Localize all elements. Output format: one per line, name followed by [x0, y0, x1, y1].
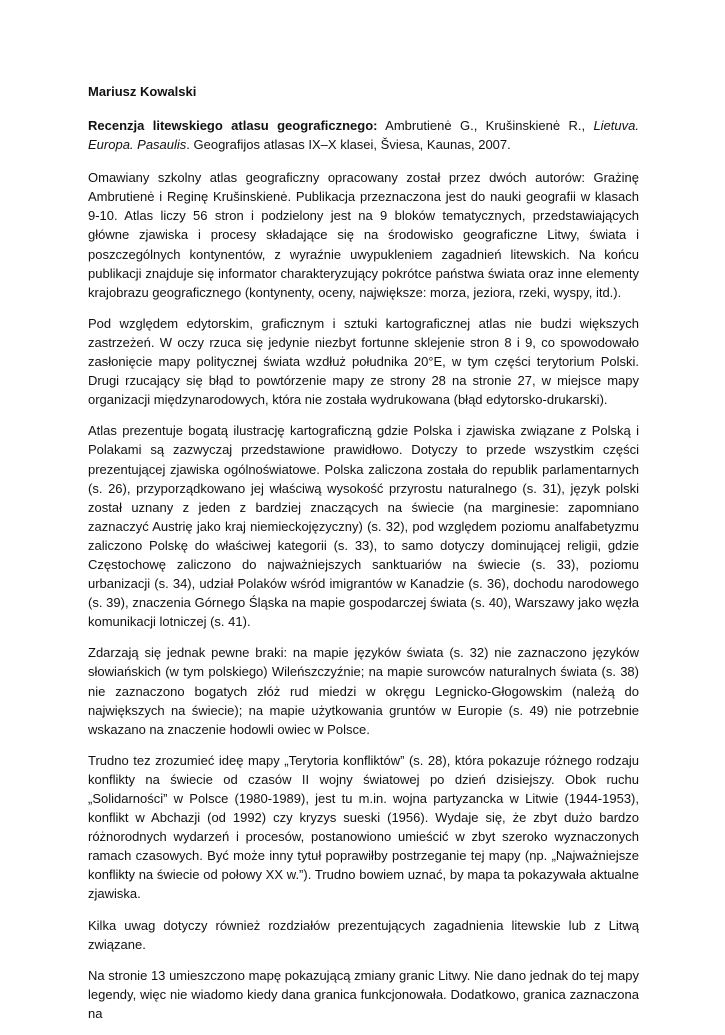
review-heading — [88, 116, 639, 154]
paragraph-6: Kilka uwag dotyczy również rozdziałów prezentujących zagadnienia litewskie lub z Litwą związane. — [88, 917, 639, 952]
author-name: Mariusz Kowalski — [88, 84, 197, 99]
paragraph-1: Omawiany szkolny atlas geograficzny opracowany został przez dwóch autorów: Grażinę Ambrutienė i Reginę Krušinskienė. Publikacja przeznaczona jest do nauki geografii w klasach 9-10. Atlas liczy 56 stron i podzielony jest na 9 bloków tematycznych, przedstawiających główne zjawiska i procesy składające się na środowisko geograficzne Litwy, świata i poszczególnych kontynentów, z wyraźnie uwypukleniem zagadnień litewskich. Na końcu publikacji znajduje się informator charakteryzujący pokrótce państwa świata oraz inne elementy krajobrazu geograficznego (kontynenty, oceny, największe: morza, jeziora, rzeki, wyspy, itd.). — [88, 170, 639, 300]
book-authors: Ambrutienė G., Krušinskienė R., — [377, 118, 594, 133]
paragraph-7: Na stronie 13 umieszczono mapę pokazującą zmiany granic Litwy. Nie dano jednak do tej mapy legendy, więc nie wiadomo kiedy dana granica funkcjonowała. Dodatkowo, granica zaznaczona na — [88, 967, 639, 1021]
paragraph-4: Zdarzają się jednak pewne braki: na mapie języków świata (s. 32) nie zaznaczono języków słowiańskich (w tym polskiego) Wileńszczyźnie; na mapie surowców naturalnych świata (s. 38) nie zaznaczono bogatych złóż rud miedzi w okręgu Legnicko-Głogowskim (należą do największych na świecie); na mapie użytkowania gruntów w Europie (s. 49) nie potrzebnie wskazano na znaczenie hodowli owiec w Polsce. — [88, 645, 639, 737]
book-details: . Geografijos atlasas IX–X klasei, Šviesa, Kaunas, 2007. — [186, 137, 511, 153]
paragraph-2: Pod względem edytorskim, graficznym i sztuki kartograficznej atlas nie budzi większych zastrzeżeń. W oczy rzuca się jedynie niezbyt fortunne sklejenie stron 8 i 9, co spowodowało zasłonięcie mapy politycznej świata wzdłuż południka 20°E, w tym części terytorium Polski. Drugi rzucający się błąd to powtórzenie mapy ze strony 28 na stronie 27, w miejsce mapy organizacji międzynarodowych, która nie została wydrukowana (błąd edytorsko-drukarski). — [88, 315, 639, 408]
review-label: Recenzja litewskiego atlasu geograficznego: — [88, 118, 378, 133]
paragraph-5: Trudno tez zrozumieć ideę mapy „Terytoria konfliktów” (s. 28), która pokazuje różnego rodzaju konflikty na świecie od czasów II wojny światowej po dzień dzisiejszy. Obok ruchu „Solidarności” w Polsce (1980-1989), jest tu m.in. wojna partyzancka w Litwie (1944-1953), konflikt w Abchazji (od 1992) czy kryzys sueski (1956). Wydaje się, że zbyt dużo bardzo różnorodnych wydarzeń i procesów, postanowiono umieścić w zbyt szeroko wyznaczonych ramach czasowych. Być może inny tytuł poprawiłby postrzeganie tej mapy (np. „Najważniejsze konflikty na świecie od połowy XX w.”). Trudno bowiem uznać, by mapa ta pokazywała aktualne zjawiska. — [88, 752, 639, 902]
document-body — [88, 82, 639, 1035]
paragraph-3: Atlas prezentuje bogatą ilustrację kartograficzną gdzie Polska i zjawiska związane z Polską i Polakami są zazwyczaj przedstawione prawidłowo. Dotyczy to przede wszystkim części prezentującej zjawiska ogólnoświatowe. Polska zaliczona została do republik parlamentarnych (s. 26), przyporządkowano jej właściwą wysokość przyrostu naturalnego (s. 31), język polski został uznany z jeden z bardziej znaczących na świecie (na marginesie: zapomniano zaznaczyć Austrię jako kraj niemieckojęzyczny) (s. 32), pod względem poziomu analfabetyzmu zaliczono Polskę do właściwej kategorii (s. 33), to samo dotyczy dominującej religii, gdzie Częstochowę zaliczono do najważniejszych sanktuariów na świecie (s. 33), poziomu urbanizacji (s. 34), udział Polaków wśród imigrantów w Kanadzie (s. 36), dochodu narodowego (s. 39), znaczenia Górnego Śląska na mapie gospodarczej świata (s. 40), Warszawy jako węzła komunikacji lotniczej (s. 41). — [88, 423, 639, 630]
book-title: Lietuva. Europa. Pasaulis — [88, 118, 639, 153]
